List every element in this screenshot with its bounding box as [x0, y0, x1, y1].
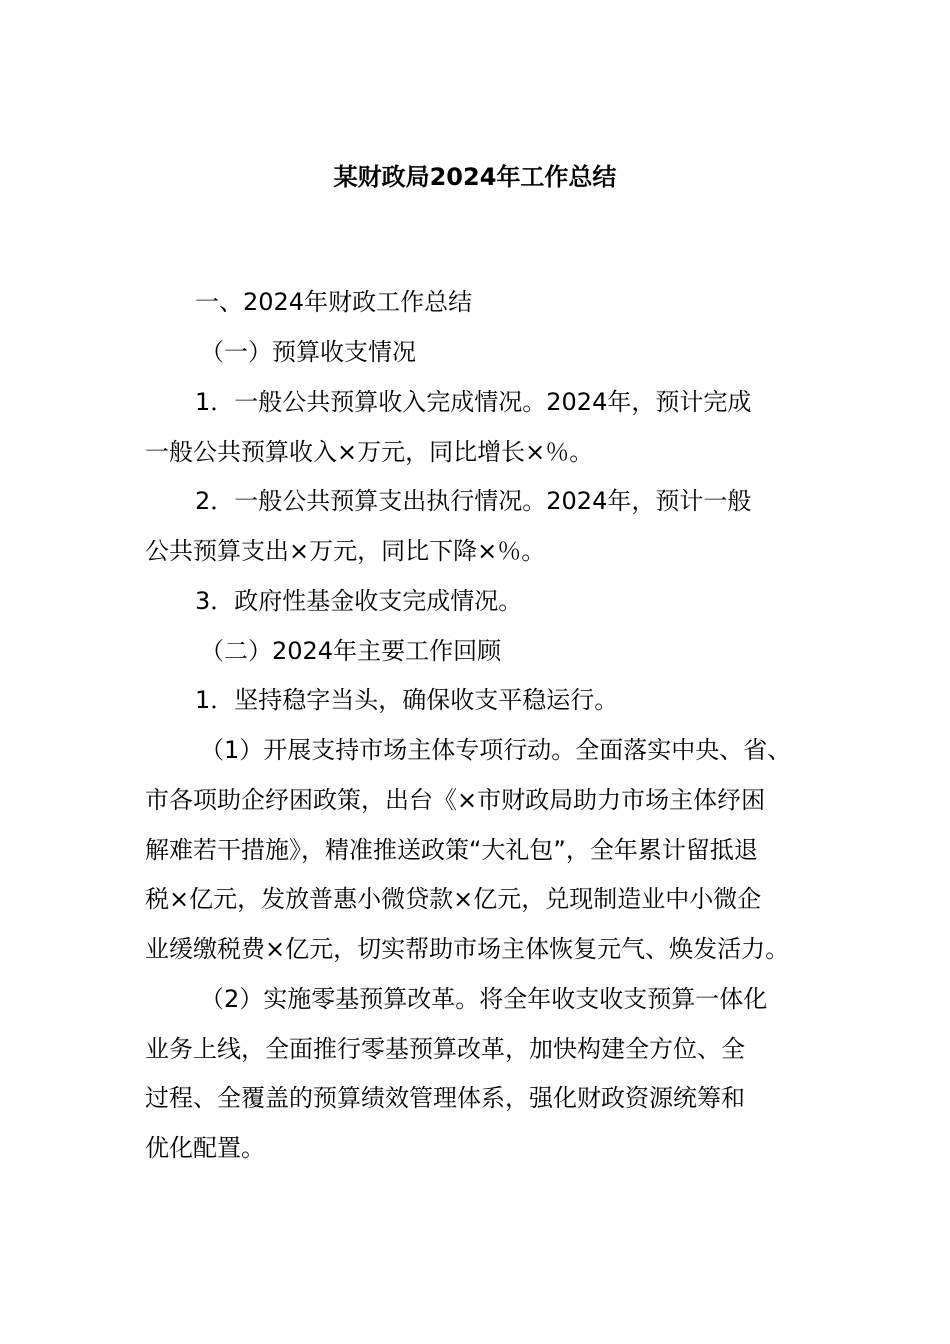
paragraph-line: 过程、全覆盖的预算绩效管理体系，强化财政资源统筹和	[145, 1084, 745, 1112]
paragraph-line: 1．坚持稳字当头，确保收支平稳运行。	[195, 686, 619, 714]
subsection-heading-1: （一）预算收支情况	[200, 338, 416, 366]
paragraph-line: 优化配置。	[145, 1134, 265, 1162]
paragraph-line: 业务上线，全面推行零基预算改革，加快构建全方位、全	[145, 1035, 745, 1063]
paragraph-line: （2）实施零基预算改革。将全年收支收支预算一体化	[200, 985, 768, 1013]
paragraph-line: 3．政府性基金收支完成情况。	[195, 587, 523, 615]
subsection-heading-2: （二）2024年主要工作回顾	[200, 637, 502, 665]
section-heading-1: 一、2024年财政工作总结	[195, 288, 473, 316]
paragraph-line: 税×亿元，发放普惠小微贷款×亿元，兑现制造业中小微企	[145, 885, 762, 913]
paragraph-line: 1．一般公共预算收入完成情况。2024年，预计完成	[195, 388, 752, 416]
paragraph-line: 市各项助企纾困政策，出台《×市财政局助力市场主体纾困	[145, 786, 766, 814]
paragraph-line: 公共预算支出×万元，同比下降×％。	[145, 537, 546, 565]
document-title: 某财政局2024年工作总结	[333, 163, 617, 191]
paragraph-line: 解难若干措施》，精准推送政策“大礼包”，全年累计留抵退	[145, 836, 758, 864]
paragraph-line: 2．一般公共预算支出执行情况。2024年，预计一般	[195, 487, 752, 515]
paragraph-line: 业缓缴税费×亿元，切实帮助市场主体恢复元气、焕发活力。	[145, 935, 790, 963]
paragraph-line: （1）开展支持市场主体专项行动。全面落实中央、省、	[200, 736, 792, 764]
paragraph-line: 一般公共预算收入×万元，同比增长×％。	[145, 438, 594, 466]
